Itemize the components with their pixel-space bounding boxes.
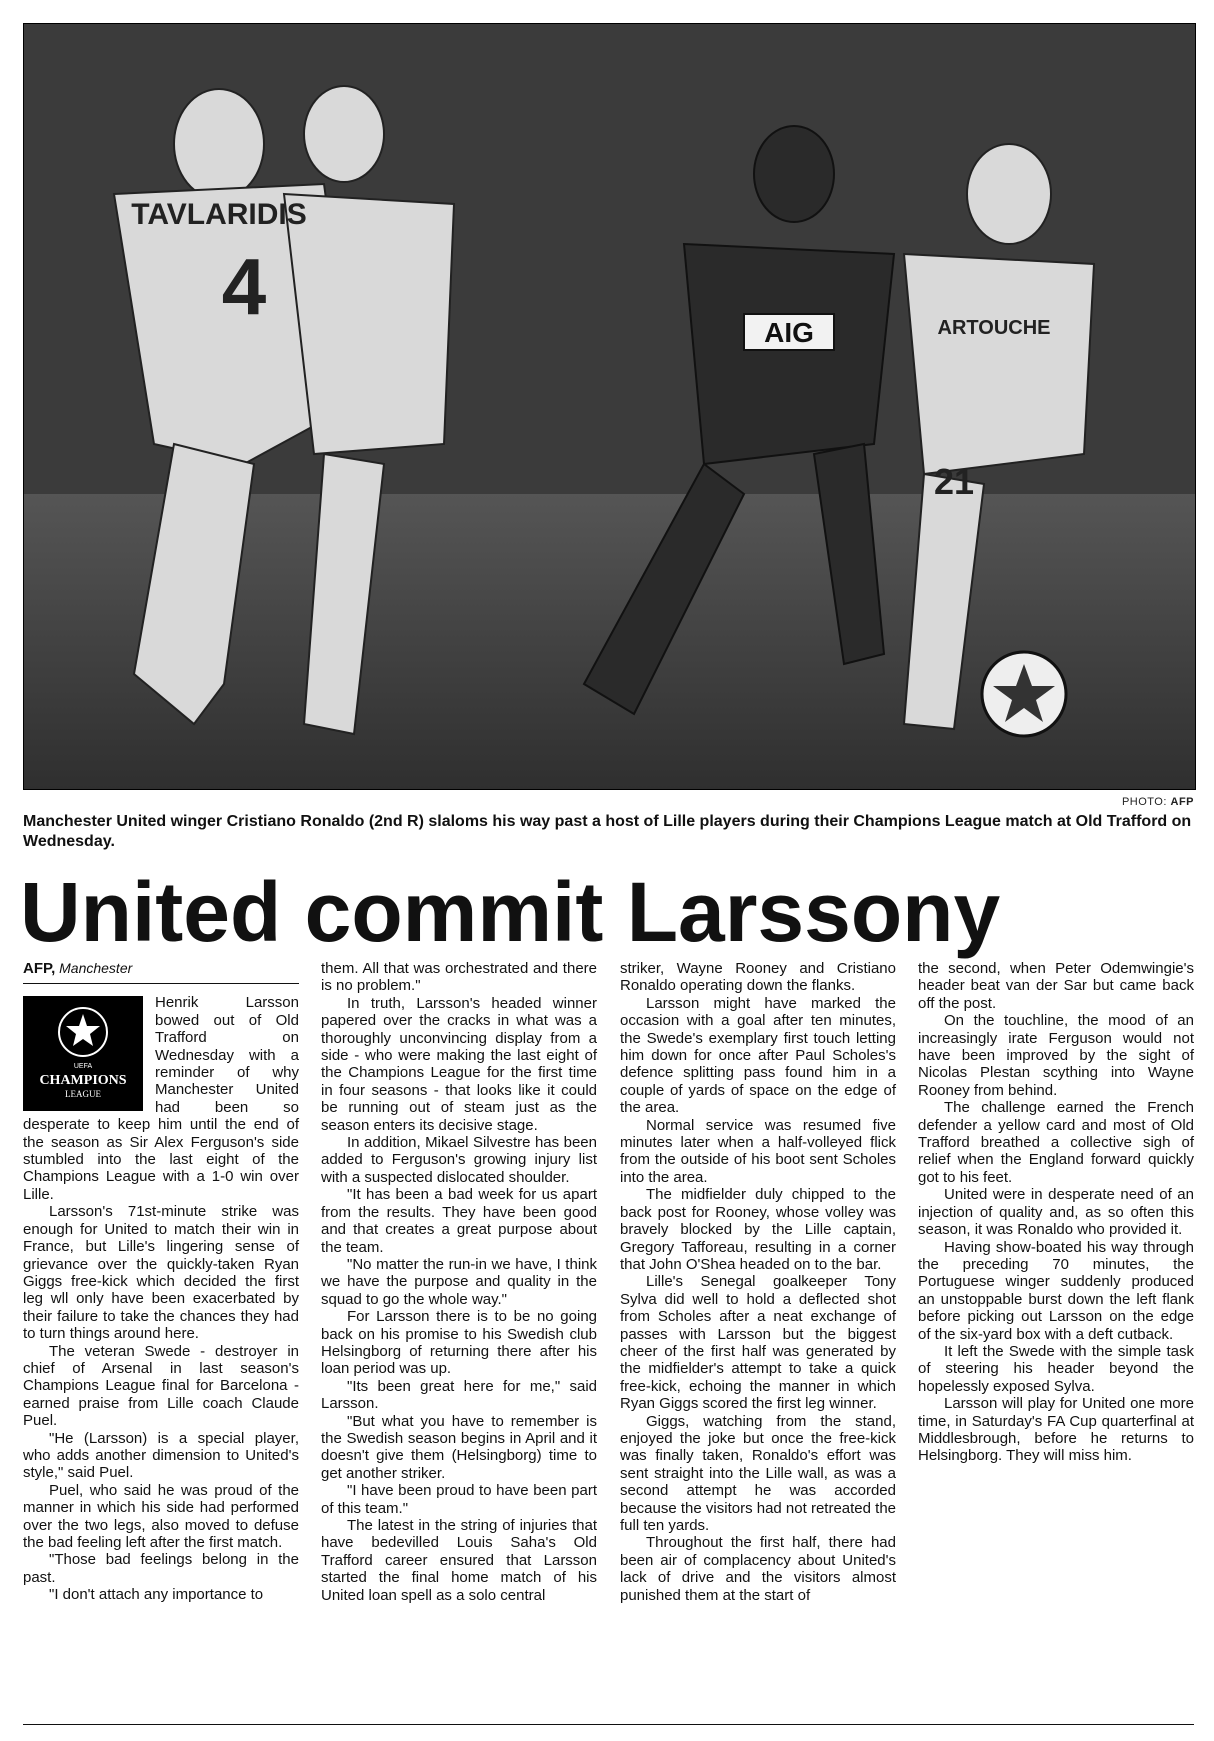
paragraph: them. All that was orchestrated and there is no problem." <box>321 960 597 995</box>
logo-champions-text: CHAMPIONS <box>39 1073 127 1089</box>
paragraph: The veteran Swede - destroyer in chief of Arsenal in last season's Champions League final for Barcelona - earned praise from Lille coach Claude Puel. <box>23 1342 299 1430</box>
headline: United commit Larssony <box>20 865 1001 959</box>
shirt-name-text: TAVLARIDIS <box>131 198 307 231</box>
paragraph: striker, Wayne Rooney and Cristiano Ronaldo operating down the flanks. <box>620 960 896 995</box>
column-2 <box>321 960 597 1604</box>
photo-credit <box>1122 796 1194 808</box>
paragraph: "But what you have to remember is the Swedish season begins in April and it doesn't give them (Helsingborg) time to get another striker. <box>321 1412 597 1482</box>
player-head-ronaldo <box>754 126 834 222</box>
paragraph: "Its been great here for me," said Larsson. <box>321 1377 597 1413</box>
paragraph: The challenge earned the French defender a yellow card and most of Old Trafford breathed a collective sigh of relief when the England forward quickly got to his feet. <box>918 1099 1194 1186</box>
article-body <box>23 960 1194 1722</box>
paragraph: Throughout the first half, there had been air of complacency about United's lack of drive and the visitors almost punished them at the start of <box>620 1534 896 1604</box>
paragraph: United were in desperate need of an injection of quality and, as so often this season, it was Ronaldo who provided it. <box>918 1186 1194 1239</box>
player-lille-21-body <box>904 254 1094 474</box>
paragraph: On the touchline, the mood of an increasingly irate Ferguson would not have been improved by the sight of Nicolas Plestan scything into Wayne Rooney from behind. <box>918 1012 1194 1099</box>
paragraph: In addition, Mikael Silvestre has been added to Ferguson's growing injury list with a suspected dislocated shoulder. <box>321 1134 597 1186</box>
player-ronaldo-body <box>684 244 894 464</box>
paragraph: The midfielder duly chipped to the back post for Rooney, whose volley was bravely blocked by the Lille captain, Gregory Tafforeau, resulting in a corner that John O'Shea headed on to the bar. <box>620 1186 896 1273</box>
bottom-rule <box>23 1724 1194 1725</box>
byline-place: Manchester <box>59 960 133 976</box>
player-head-center <box>304 86 384 182</box>
paragraph: Lille's Senegal goalkeeper Tony Sylva did well to hold a deflected shot from Scholes after a neat exchange of passes with Larsson but the biggest cheer of the first half was generated by the midfielder's attempt to take a quick free-kick, echoing the manner in which Ryan Giggs scored the first leg winner. <box>620 1273 896 1413</box>
sponsor-united-text: AIG <box>764 317 814 348</box>
photo-caption: Manchester United winger Cristiano Ronaldo (2nd R) slaloms his way past a host of Lille players during their Champions League match at Old Trafford on Wednesday. <box>23 813 1192 850</box>
paragraph: Larsson might have marked the occasion with a goal after ten minutes, the Swede's exemplary first touch letting him down for once after Paul Scholes's defence splitting pass found him in a couple of yards of space on the edge of the area. <box>620 994 896 1117</box>
paragraph: The latest in the string of injuries that have bedevilled Louis Saha's Old Trafford career ensured that Larsson started the final home match of his United loan spell as a solo central <box>321 1517 597 1604</box>
player-head-right <box>967 144 1051 244</box>
photo-illustration <box>24 24 1195 789</box>
paragraph: "I don't attach any importance to <box>49 1586 264 1604</box>
paragraph: Larsson's 71st-minute strike was enough for United to match their win in France, but Lille's lingering sense of grievance over the quickly-taken Ryan Giggs free-kick which decided the first leg wll only have been exacerbated by their failure to take the chances they had to turn things around here. <box>23 1203 299 1343</box>
logo-uefa-text: UEFA <box>73 1063 93 1071</box>
paragraph: It left the Swede with the simple task of steering his header beyond the hopelessly exposed Sylva. <box>918 1342 1194 1395</box>
paragraph: Normal service was resumed five minutes later when a half-volleyed flick from the outside of his boot sent Scholes into the area. <box>620 1116 896 1186</box>
sponsor-lille-text: ARTOUCHE <box>937 317 1051 339</box>
paragraph: the second, when Peter Odemwingie's header beat van der Sar but came back off the post. <box>918 960 1194 1012</box>
column-4 <box>918 960 1194 1465</box>
paragraph: "I have been proud to have been part of this team." <box>321 1482 597 1517</box>
photo-credit-label: PHOTO: <box>1121 796 1167 808</box>
column-1 <box>23 960 299 1604</box>
player-head-left <box>174 89 264 199</box>
shirt-number-21: 21 <box>933 461 975 502</box>
shirt-number-4: 4 <box>221 242 267 331</box>
paragraph: Having show-boated his way through the preceding 70 minutes, the Portuguese winger suddenly produced an unstoppable burst down the left flank before picking out Larsson on the edge of the six-yard box with a deft cutback. <box>918 1238 1194 1343</box>
paragraph: For Larsson there is to be no going back on his promise to his Swedish club Helsingborg of returning there after his loan period was up. <box>321 1308 597 1378</box>
paragraph: Larsson will play for United one more time, in Saturday's FA Cup quarterfinal at Middlesbrough, before he returns to Helsingborg. They will miss him. <box>918 1395 1194 1465</box>
player-lille-center-body <box>284 194 454 454</box>
logo-league-text: LEAGUE <box>65 1089 101 1100</box>
champions-league-starball-icon <box>23 996 143 1111</box>
byline <box>23 960 299 984</box>
paragraph: "He (Larsson) is a special player, who adds another dimension to United's style," said Puel. <box>23 1429 299 1482</box>
byline-agency: AFP, <box>23 960 56 977</box>
paragraph: Puel, who said he was proud of the manner in which his side had performed over the two legs, also moved to defuse the bad feeling left after the first match. <box>23 1481 299 1551</box>
match-photo <box>23 23 1196 790</box>
champions-league-logo <box>23 996 143 1111</box>
paragraph: Henrik Larsson bowed out of Old Trafford on Wednesday with a reminder of why Manchester United had been so desperate to keep him until the end of the season as Sir Alex Ferguson's side stumbled into the last eight of the Champions League with a 1-0 win over Lille. <box>23 994 299 1203</box>
photo-credit-agency: AFP <box>1170 796 1194 808</box>
paragraph: In truth, Larsson's headed winner papered over the cracks in what was a thoroughly unconvincing display from a side - who were making the last eight of the Champions League for the first time in four seasons - that looks like it could be running out of steam just as the season enters its decisive stage. <box>321 994 597 1134</box>
paragraph: "No matter the run-in we have, I think we have the purpose and quality in the squad to go the whole way." <box>321 1255 597 1308</box>
column-3 <box>620 960 896 1604</box>
paragraph: "It has been a bad week for us apart from the results. They have been good and that creates a great purpose about the team. <box>321 1186 597 1256</box>
paragraph: Giggs, watching from the stand, enjoyed the joke but once the free-kick was finally taken, Ronaldo's effort was sent straight into the Lille wall, as was a second attempt he was accorded because the visitors had not retreated the full ten yards. <box>620 1412 897 1534</box>
paragraph: "Those bad feelings belong in the past. <box>23 1551 299 1586</box>
